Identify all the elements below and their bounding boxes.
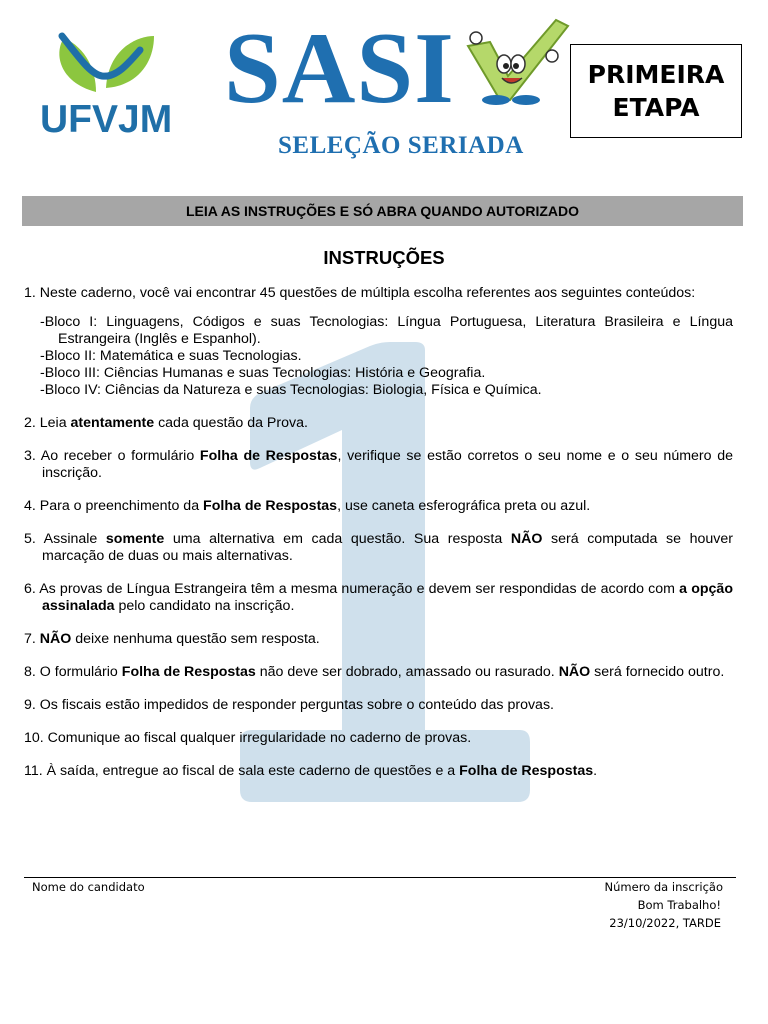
content-blocks [24,314,733,399]
block-item: -Bloco II: Matemática e suas Tecnologias. [40,348,302,364]
instructions-list [24,285,733,796]
registration-number-label: Número da inscrição [604,880,723,894]
instruction-2: 2. Leia atentamente cada questão da Prova. [24,415,308,431]
exam-date: 23/10/2022, TARDE [609,916,721,930]
program-title: SASI [224,12,455,125]
warning-banner [22,196,743,226]
instruction-11: 11. À saída, entregue ao fiscal de sala este caderno de questões e a Folha de Respostas. [24,763,598,779]
warning-banner-text: LEIA AS INSTRUÇÕES E SÓ ABRA QUANDO AUTORIZADO [185,203,580,219]
checkmark-mascot-icon [460,16,570,106]
instruction-1: 1. Neste caderno, você vai encontrar 45 questões de múltipla escolha referentes aos seguintes conteúdos: [24,285,696,301]
instruction-3: 3. Ao receber o formulário Folha de Respostas, verifique se estão corretos o seu nome e o seu número de inscrição. [24,448,734,481]
instructions-heading: INSTRUÇÕES [323,247,445,268]
ufvjm-logo [36,30,176,142]
block-item: -Bloco III: Ciências Humanas e suas Tecnologias: História e Geografia. [40,365,486,381]
instruction-5: 5. Assinale somente uma alternativa em cada questão. Sua resposta NÃO será computada se houver marcação de duas ou mais alternativas. [24,531,734,564]
instruction-7: 7. NÃO deixe nenhuma questão sem resposta. [24,631,320,647]
stage-box [570,44,742,138]
greeting-text: Bom Trabalho! [637,898,721,912]
leaf-logo-icon [36,30,176,100]
instruction-10: 10. Comunique ao fiscal qualquer irregularidade no caderno de provas. [24,730,472,746]
instruction-4: 4. Para o preenchimento da Folha de Respostas, use caneta esferográfica preta ou azul. [24,498,591,514]
program-subtitle: SELEÇÃO SERIADA [278,132,524,159]
instruction-6: 6. As provas de Língua Estrangeira têm a mesma numeração e devem ser respondidas de acordo com a opção assinalada pelo candidato na inscrição. [24,581,733,614]
stage-line-2: ETAPA [612,93,700,122]
block-item: -Bloco IV: Ciências da Natureza e suas Tecnologias: Biologia, Física e Química. [40,382,542,398]
block-item: -Bloco I: Linguagens, Códigos e suas Tecnologias: Língua Portuguesa, Literatura Brasileira e Língua Estrangeira (Inglês e Espanhol). [40,314,733,347]
instruction-8: 8. O formulário Folha de Respostas não deve ser dobrado, amassado ou rasurado. NÃO será fornecido outro. [24,664,725,680]
instruction-9: 9. Os fiscais estão impedidos de responder perguntas sobre o conteúdo das provas. [24,697,554,713]
signature-line [24,877,736,878]
logo-wordmark: UFVJM [40,98,173,141]
candidate-name-label: Nome do candidato [32,880,145,894]
stage-line-1: PRIMEIRA [587,60,725,89]
